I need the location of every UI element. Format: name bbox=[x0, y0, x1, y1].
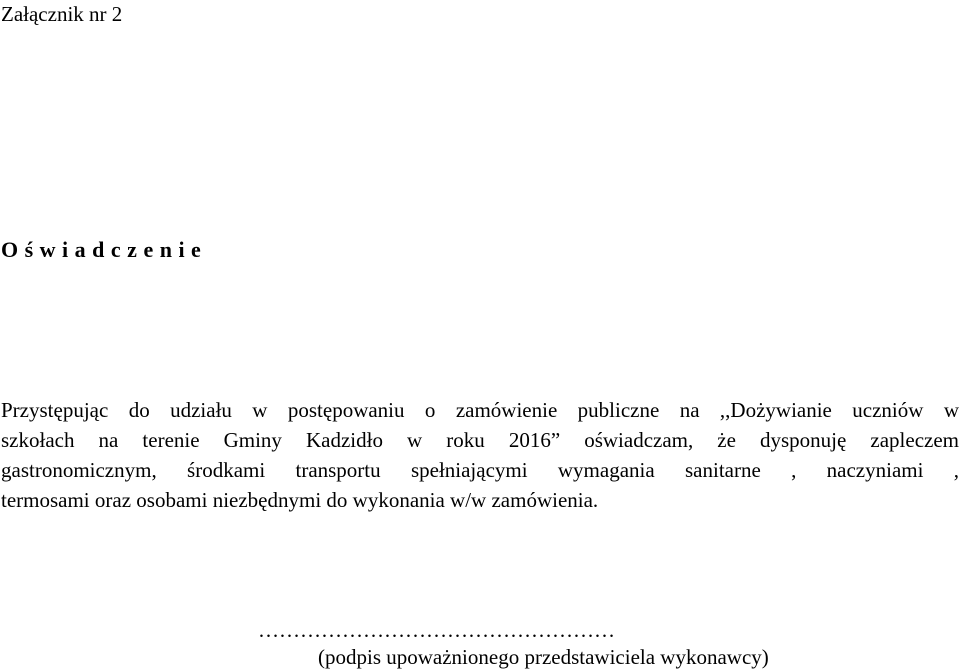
declaration-line: Przystępując do udziału w postępowaniu o zamówienie publiczne na ,,Dożywianie uczniów w bbox=[1, 398, 959, 422]
declaration-line: szkołach na terenie Gminy Kadzidło w roku 2016” oświadczam, że dysponuję zapleczem bbox=[1, 428, 959, 452]
document-title: O ś w i a d c z e n i e bbox=[1, 237, 202, 262]
declaration-line: gastronomicznym, środkami transportu spełniającymi wymagania sanitarne , naczyniami , bbox=[1, 458, 959, 482]
declaration-line: termosami oraz osobami niezbędnymi do wykonania w/w zamówienia. bbox=[1, 488, 599, 512]
signature-caption: (podpis upoważnionego przedstawiciela wykonawcy) bbox=[318, 645, 769, 669]
annex-label: Załącznik nr 2 bbox=[1, 2, 123, 26]
signature-line: …………………………………………… bbox=[258, 618, 615, 642]
declaration-body bbox=[1, 395, 959, 515]
